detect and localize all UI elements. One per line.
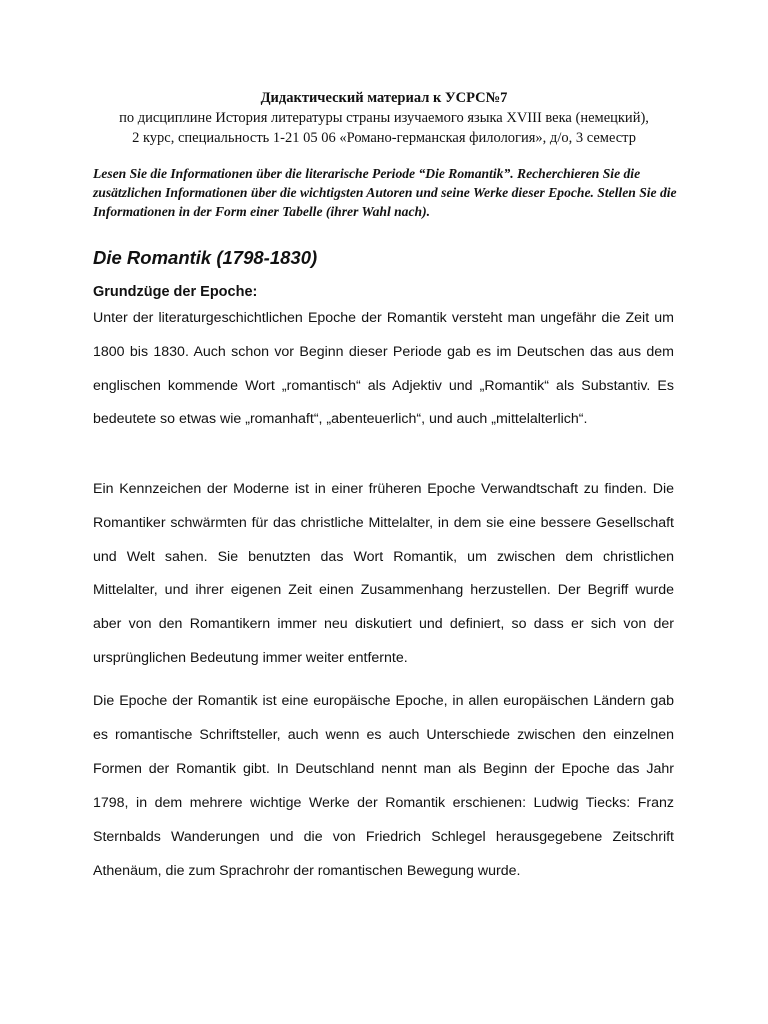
section-title: Die Romantik (1798-1830) — [93, 247, 318, 268]
task-instructions: Lesen Sie die Informationen über die literarische Periode “Die Romantik”. Recherchieren Sie die zusätzlichen Informationen über die wichtigsten Autoren und seine Werke dieser Epoche. Stellen Sie die Informationen in der Form einer Tabelle (ihrer Wahl nach). — [93, 166, 677, 219]
document-header — [80, 88, 688, 148]
paragraph-1: Unter der literaturgeschichtlichen Epoche der Romantik versteht man ungefähr die Zeit um 1800 bis 1830. Auch schon vor Beginn dieser Periode gab es im Deutschen das aus dem englischen kommende Wort „romantisch“ als Adjektiv und „Romantik“ als Substantiv. Es bedeutete so etwas wie „romanhaft“, „abenteuerlich“, und auch „mittelalterlich“. — [93, 310, 674, 428]
header-specialty-line: 2 курс, специальность 1-21 05 06 «Романо-германская филология», д/о, 3 семестр — [132, 130, 636, 146]
header-title: Дидактический материал к УСРС№7 — [260, 90, 508, 106]
paragraph-3: Die Epoche der Romantik ist eine europäische Epoche, in allen europäischen Ländern gab es romantische Schriftsteller, auch wenn es auch Unterschiede zwischen den einzelnen Formen der Romantik gibt. In Deutschland nennt man als Beginn der Epoche das Jahr 1798, in dem mehrere wichtige Werke der Romantik erschienen: Ludwig Tiecks: Franz Sternbalds Wanderungen und die von Friedrich Schlegel herausgegebene Zeitschrift Athenäum, die zum Sprachrohr der romantischen Bewegung wurde. — [93, 693, 674, 879]
paragraph-2: Ein Kennzeichen der Moderne ist in einer früheren Epoche Verwandtschaft zu finden. Die Romantiker schwärmten für das christliche Mittelalter, in dem sie eine bessere Gesellschaft und Welt sahen. Sie benutzten das Wort Romantik, um zwischen dem christlichen Mittelalter, und ihrer eigenen Zeit einen Zusammenhang herzustellen. Der Begriff wurde aber von den Romantikern immer neu diskutiert und definiert, so dass er sich von der ursprünglichen Bedeutung immer weiter entfernte. — [93, 481, 674, 666]
section-subtitle: Grundzüge der Epoche: — [93, 284, 258, 300]
header-course-line: по дисциплине История литературы страны изучаемого языка XVIII века (немецкий), — [119, 110, 649, 126]
